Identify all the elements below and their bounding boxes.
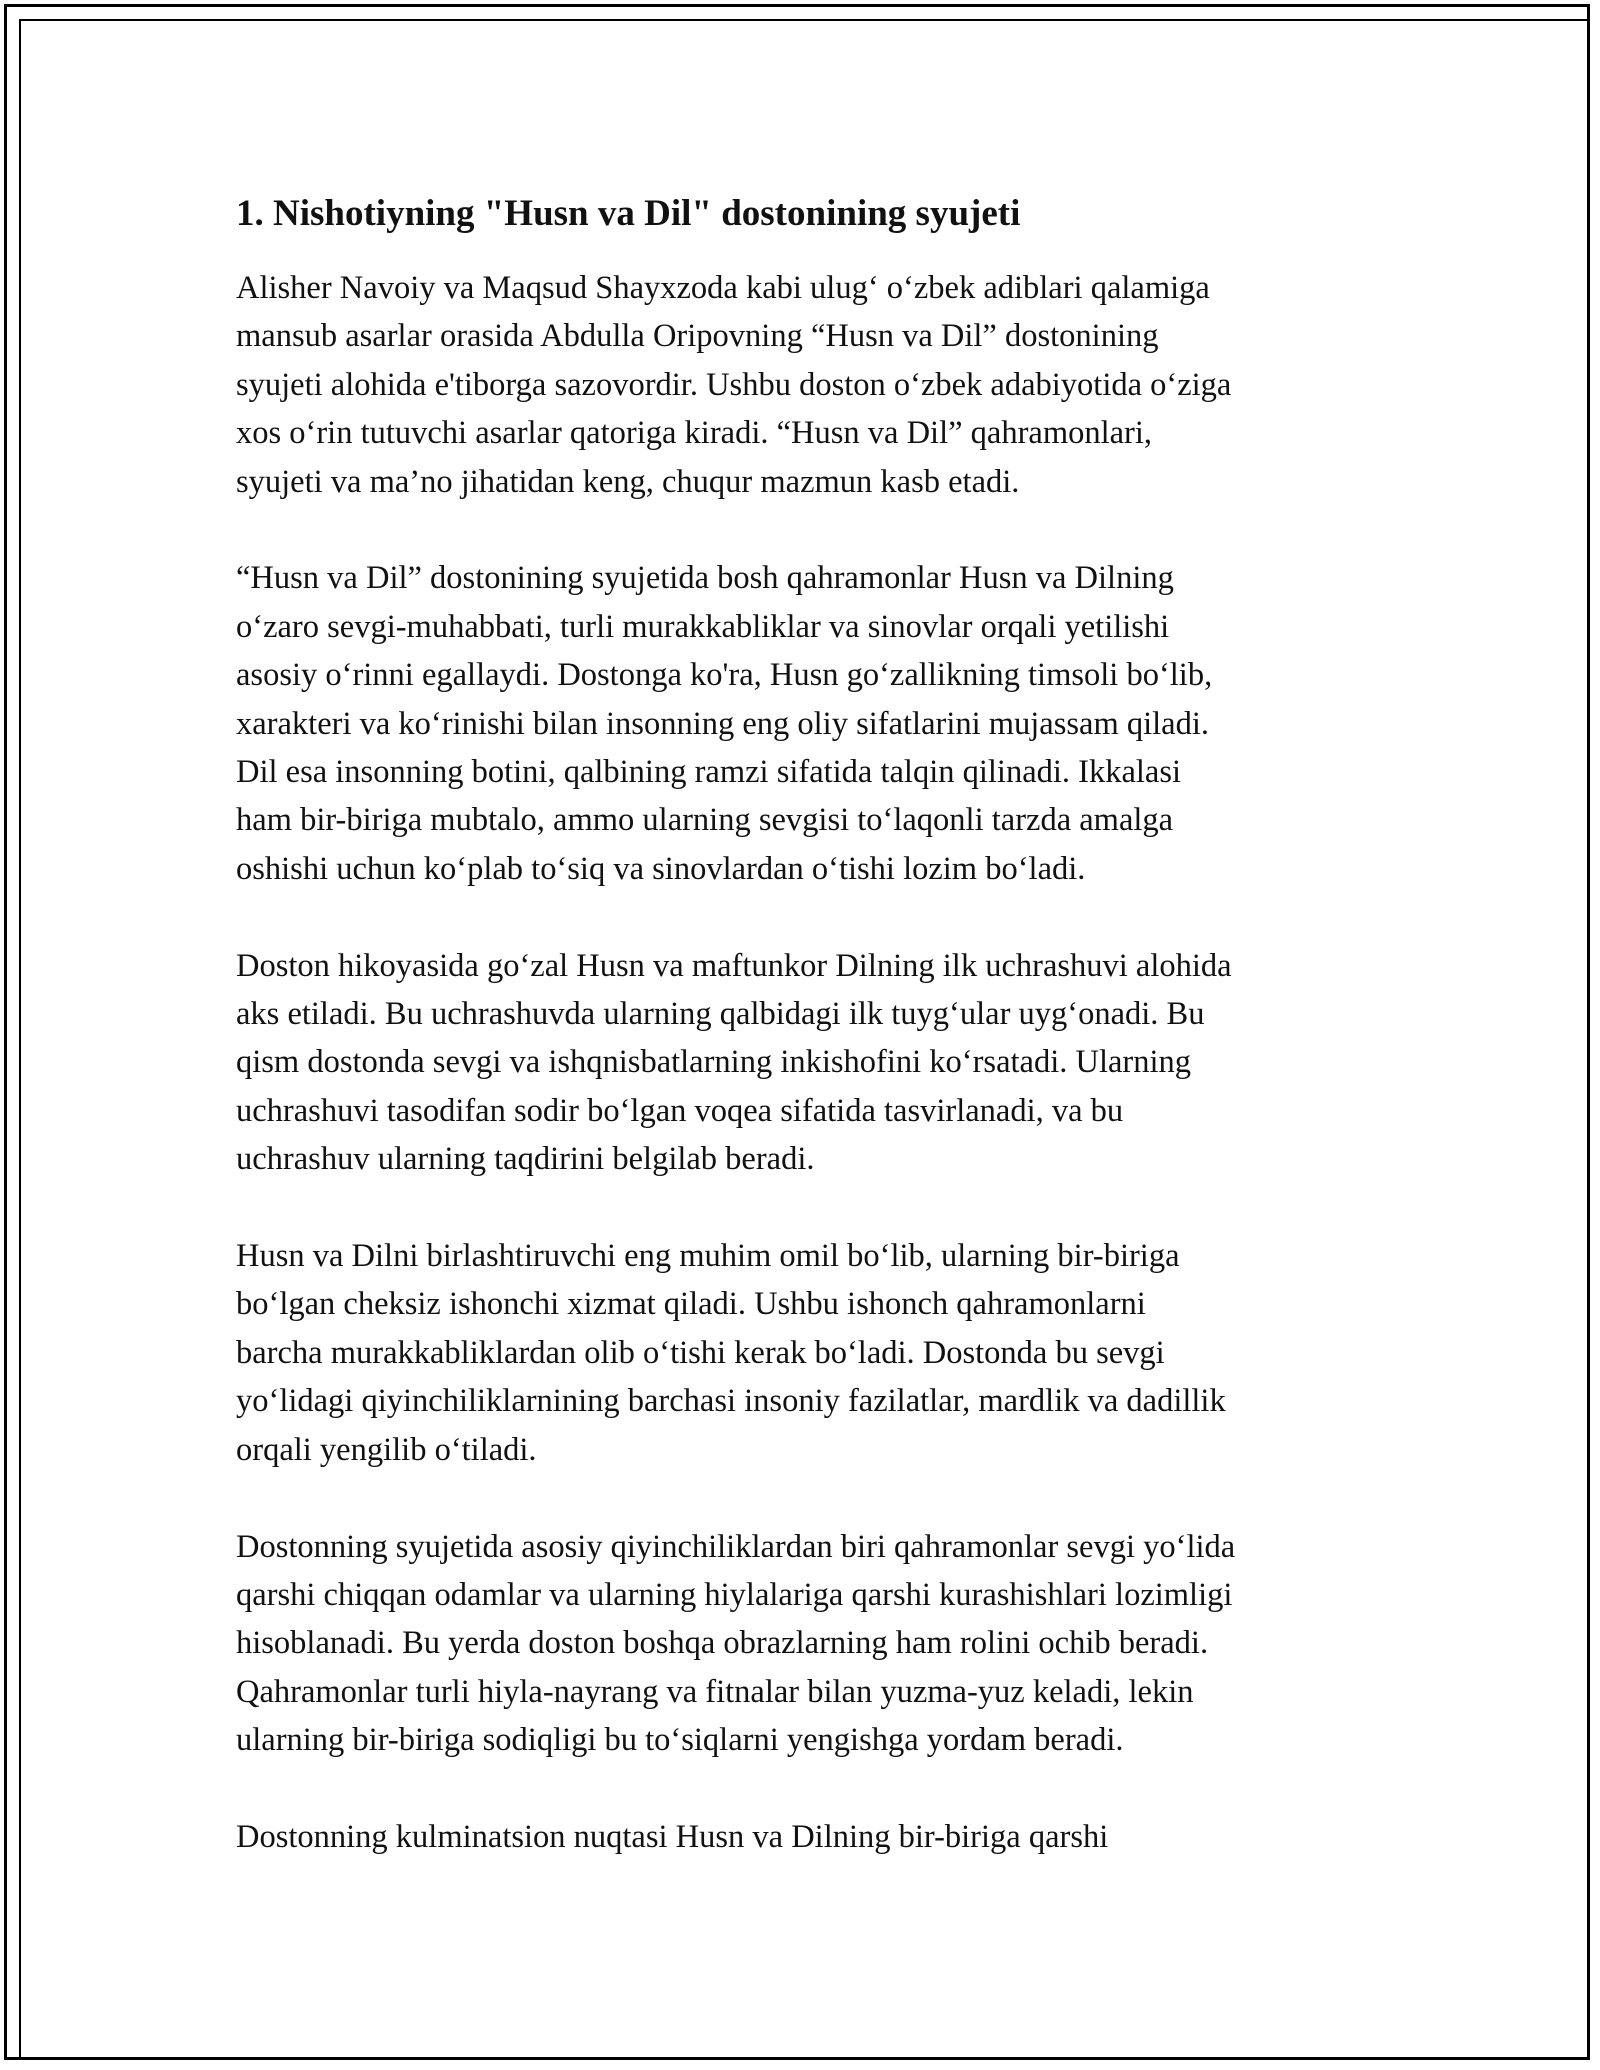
text-line: bo‘lgan cheksiz ishonchi xizmat qiladi. Ushbu ishonch qahramonlarni (236, 1286, 1146, 1323)
paragraph (236, 1523, 1376, 1765)
text-line: uchrashuv ularning taqdirini belgilab beradi. (236, 1141, 815, 1178)
text-line: ham bir-biriga mubtalo, ammo ularning sevgisi to‘laqonli tarzda amalga (236, 802, 1174, 839)
text-line: orqali yengilib o‘tiladi. (236, 1431, 537, 1468)
text-line: mansub asarlar orasida Abdulla Oripovning “Husn va Dil” dostonining (236, 318, 1159, 355)
text-line: aks etiladi. Bu uchrashuvda ularning qalbidagi ilk tuyg‘ular uyg‘onadi. Bu (236, 996, 1205, 1033)
paragraph (236, 264, 1376, 506)
text-line: Dostonning kulminatsion nuqtasi Husn va Dilning bir-biriga qarshi (236, 1818, 1109, 1855)
text-line: Dostonning syujetida asosiy qiyinchiliklardan biri qahramonlar sevgi yo‘lida (236, 1528, 1236, 1565)
document-body (236, 186, 1376, 1910)
text-line: Alisher Navoiy va Maqsud Shayxzoda kabi ulug‘ o‘zbek adiblari qalamiga (236, 270, 1210, 306)
paragraph (236, 1232, 1376, 1474)
document-title: 1. Nishotiyning "Husn va Dil" dostonining syujeti (236, 193, 1021, 234)
text-line: barcha murakkabliklardan olib o‘tishi kerak bo‘ladi. Dostonda bu sevgi (236, 1334, 1165, 1371)
text-line: xarakteri va ko‘rinishi bilan insonning eng oliy sifatlarini mujassam qiladi. (236, 705, 1210, 742)
text-line: hisoblanadi. Bu yerda doston boshqa obrazlarning ham rolini ochib beradi. (236, 1625, 1209, 1662)
paragraph (236, 1813, 1376, 1861)
text-line: qarshi chiqqan odamlar va ularning hiylalariga qarshi kurashishlari lozimligi (236, 1576, 1233, 1613)
text-line: Dil esa insonning botini, qalbining ramzi sifatida talqin qilinadi. Ikkalasi (236, 754, 1182, 791)
text-line: xos o‘rin tutuvchi asarlar qatoriga kiradi. “Husn va Dil” qahramonlari, (236, 415, 1153, 452)
paragraph (236, 554, 1376, 893)
text-line: syujeti va ma’no jihatidan keng, chuqur mazmun kasb etadi. (236, 463, 1020, 500)
text-line: asosiy o‘rinni egallaydi. Dostonga ko'ra, Husn go‘zallikning timsoli bo‘lib, (236, 657, 1213, 694)
text-line: Doston hikoyasida go‘zal Husn va maftunkor Dilning ilk uchrashuvi alohida (236, 947, 1232, 984)
text-line: “Husn va Dil” dostonining syujetida bosh qahramonlar Husn va Dilning (236, 560, 1174, 597)
text-line: oshishi uchun ko‘plab to‘siq va sinovlardan o‘tishi lozim bo‘ladi. (236, 850, 1086, 887)
text-line: yo‘lidagi qiyinchiliklarnining barchasi insoniy fazilatlar, mardlik va dadillik (236, 1383, 1226, 1420)
text-line: uchrashuvi tasodifan sodir bo‘lgan voqea sifatida tasvirlanadi, va bu (236, 1092, 1124, 1129)
text-line: qism dostonda sevgi va ishqnisbatlarning inkishofini ko‘rsatadi. Ularning (236, 1044, 1192, 1081)
text-line: Qahramonlar turli hiyla-nayrang va fitnalar bilan yuzma-yuz keladi, lekin (236, 1673, 1194, 1710)
text-line: Husn va Dilni birlashtiruvchi eng muhim omil bo‘lib, ularning bir-biriga (236, 1238, 1180, 1275)
paragraph (236, 942, 1376, 1184)
text-line: syujeti alohida e'tiborga sazovordir. Ushbu doston o‘zbek adabiyotida o‘ziga (236, 366, 1232, 403)
text-line: o‘zaro sevgi-muhabbati, turli murakkabliklar va sinovlar orqali yetilishi (236, 608, 1170, 645)
text-line: ularning bir-biriga sodiqligi bu to‘siqlarni yengishga yordam beradi. (236, 1722, 1124, 1759)
